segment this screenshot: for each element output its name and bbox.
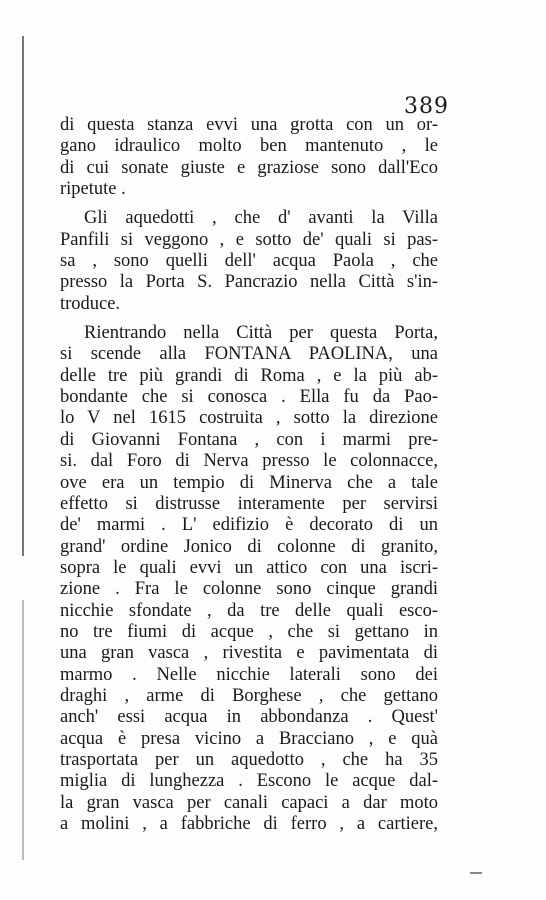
text-line: acqua è presa vicino a Bracciano , e quà	[60, 728, 438, 749]
text-line: Panfili si veggono , e sotto de' quali si pas-	[60, 229, 438, 250]
text-line: la gran vasca per canali capaci a dar moto	[60, 792, 438, 813]
text-line: si scende alla FONTANA PAOLINA, una	[60, 344, 438, 365]
text-line: lo V nel 1615 costruita , sotto la direzione	[60, 408, 438, 429]
body-text	[60, 115, 438, 835]
page-number: 389	[404, 94, 449, 119]
text-line: ripetute .	[60, 179, 126, 200]
text-line: grand' ordine Jonico di colonne di granito,	[60, 536, 438, 557]
text-line: draghi , arme di Borghese , che gettano	[60, 685, 438, 706]
text-line: zione . Fra le colonne sono cinque grandi	[60, 579, 438, 600]
text-line: Gli aquedotti , che d' avanti la Villa	[84, 208, 438, 229]
paragraph-2	[60, 208, 438, 315]
binding-edge-shadow	[22, 36, 24, 556]
text-line: di questa stanza evvi una grotta con un or-	[60, 115, 438, 135]
text-line: troduce.	[60, 293, 121, 314]
text-line: no tre fiumi di acque , che si gettano in	[60, 621, 438, 642]
text-line: si. dal Foro di Nerva presso le colonnacce,	[60, 451, 438, 472]
text-line: de' marmi . L' edifizio è decorato di un	[60, 515, 438, 536]
text-line: a molini , a fabbriche di ferro , a cartiere,	[60, 814, 438, 834]
text-line: marmo . Nelle nicchie laterali sono dei	[60, 664, 438, 685]
text-line: ove era un tempio di Minerva che a tale	[60, 472, 438, 493]
text-line: Rientrando nella Città per questa Porta,	[84, 323, 438, 344]
text-line: di Giovanni Fontana , con i marmi pre-	[60, 429, 438, 450]
text-line: effetto si distrusse interamente per servirsi	[60, 493, 438, 514]
text-line: sopra le quali evvi un attico con una iscri-	[60, 557, 438, 578]
text-line: una gran vasca , rivestita e pavimentata di	[60, 643, 438, 664]
paragraph-1	[60, 115, 438, 200]
text-line: trasportata per un aquedotto , che ha 35	[60, 749, 438, 770]
text-line: anch' essi acqua in abbondanza . Quest'	[60, 707, 438, 728]
text-line: gano idraulico molto ben mantenuto , le	[60, 136, 438, 157]
paragraph-3	[60, 323, 438, 835]
print-mark	[470, 872, 482, 874]
text-line: presso la Porta S. Pancrazio nella Città s'in-	[60, 272, 438, 293]
text-line: delle tre più grandi di Roma , e la più ab-	[60, 365, 438, 386]
text-line: bondante che si conosca . Ella fu da Pao-	[60, 387, 438, 408]
text-line: miglia di lunghezza . Escono le acque dal-	[60, 771, 438, 792]
text-line: sa , sono quelli dell' acqua Paola , che	[60, 251, 438, 272]
text-line: di cui sonate giuste e graziose sono dall'Eco	[60, 157, 438, 178]
binding-edge-shadow-lower	[22, 600, 24, 860]
text-line: nicchie sfondate , da tre delle quali esco-	[60, 600, 438, 621]
